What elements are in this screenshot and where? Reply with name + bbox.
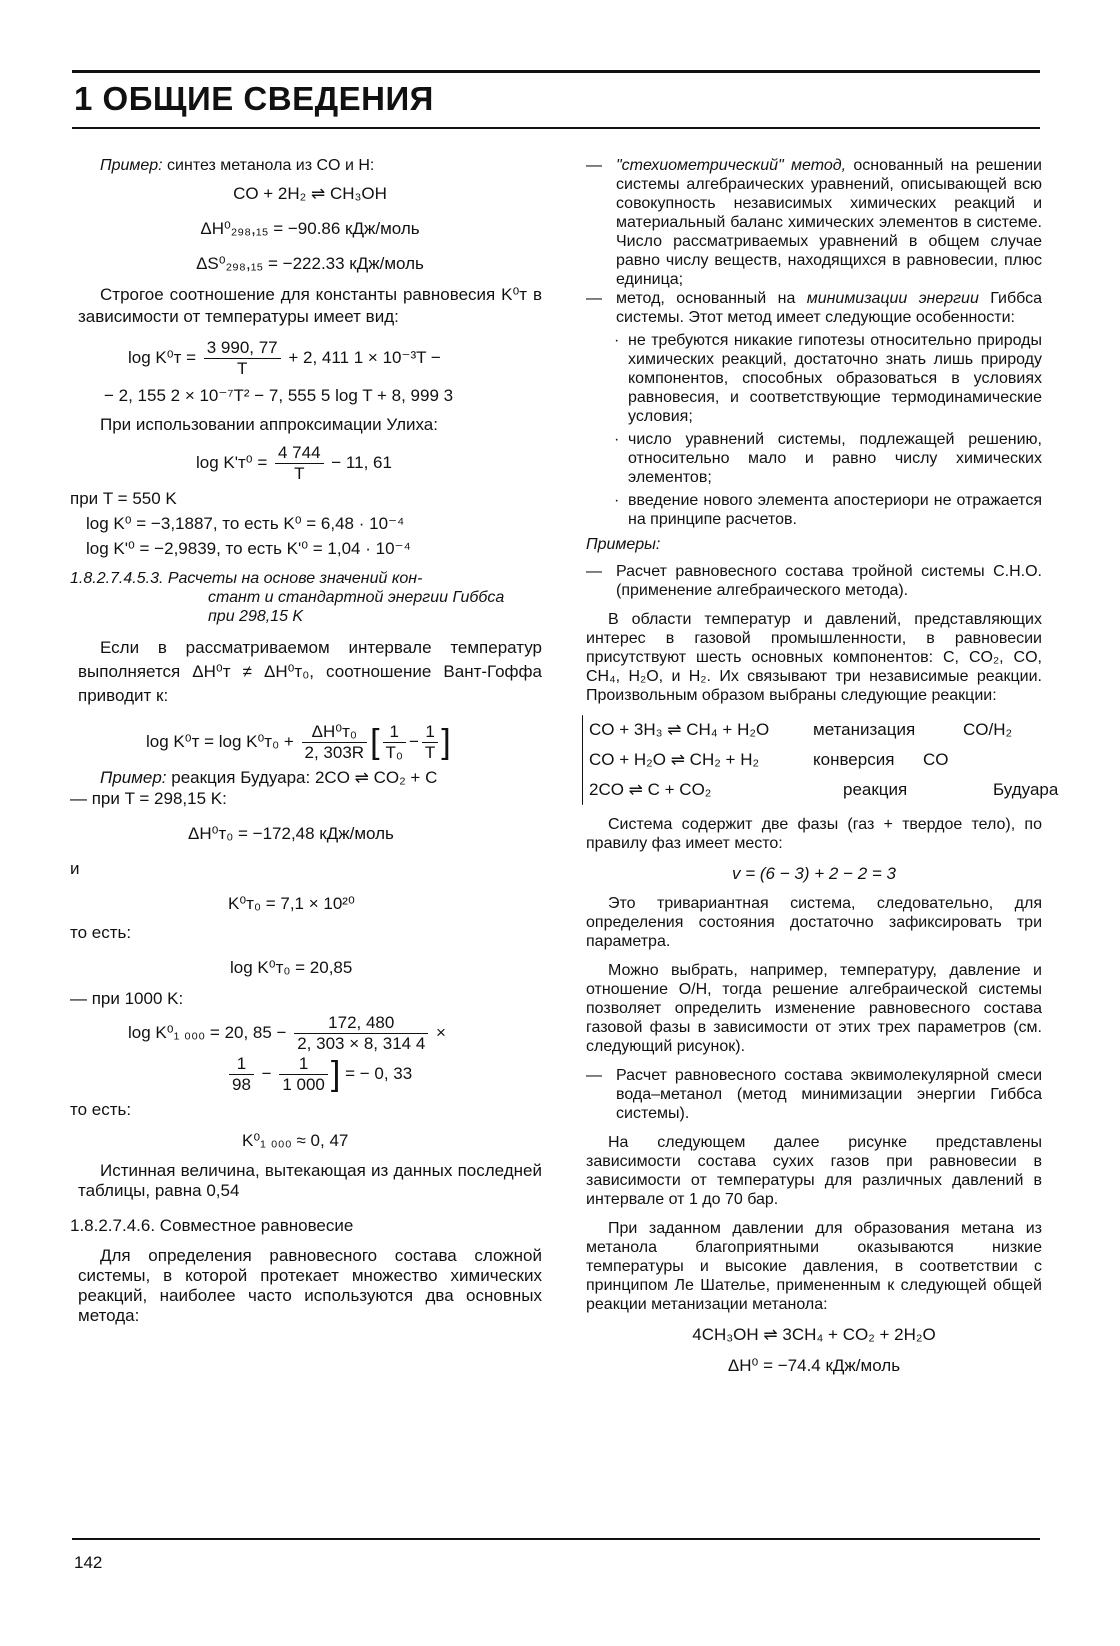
fraction: $\frac{1}{T}$ xyxy=(422,722,438,763)
fraction: $\frac{1}{\text{T₀}}$ xyxy=(383,722,406,763)
calc-line2: $\frac{1}{98}$ − $\frac{1}{1 000}$ ] = − 0, 33 xyxy=(78,1054,542,1095)
list-item: · введение нового элемента апостериори не отражается на принципе расчетов. xyxy=(614,492,1042,528)
reaction-row: 2CO ⇌ C + CO₂ реакция Будуара xyxy=(589,780,1059,799)
reaction-system xyxy=(582,715,1059,805)
right-column xyxy=(586,156,1059,1376)
calc-line1: log K⁰₁ ₀₀₀ = 20, 85 − $\frac{172, 480}{2, 303 \times 8, 314 4}$ × xyxy=(128,1013,446,1053)
condition-298: — при T = 298,15 K: xyxy=(70,789,227,808)
section-heading-1: 1.8.2.7.4.5.3. Расчеты на основе значений кон- стант и стандартной энергии Гиббса при 298,15 K xyxy=(70,570,505,625)
logk-value: log K⁰ = −3,1887, то есть K⁰ = 6,48 · 10⁻⁴ xyxy=(86,514,405,533)
log-constant-boudouard: log K⁰ᴛ₀ = 20,85 xyxy=(230,958,353,977)
chapter-title: 1 ОБЩИЕ СВЕДЕНИЯ xyxy=(74,80,434,117)
joint-equilibrium-text: Для определения равновесного состава сложной системы, в которой протекает множество химических реакций, наиболее часто используются два основных метода: xyxy=(78,1246,542,1325)
title-rule xyxy=(72,127,1040,129)
constant-boudouard: K⁰ᴛ₀ = 7,1 × 10²⁰ xyxy=(228,894,355,913)
constant-1000: K⁰₁ ₀₀₀ ≈ 0, 47 xyxy=(242,1131,349,1150)
ulich-text: При использовании аппроксимации Улиха: xyxy=(100,415,438,434)
page-number: 142 xyxy=(74,1553,103,1572)
fraction: $\frac{172, 480}{2, 303 \times 8, 314 4}$ xyxy=(294,1013,428,1054)
phases-text: Система содержит две фазы (газ + твердое тело), по правилу фаз имеет место: xyxy=(586,816,1042,852)
vanthoff-text: Если в рассматриваемом интервале температур выполняется ΔH⁰ᴛ ≠ ΔH⁰ᴛ₀, соотношение Вант-Гоффа приводит к: xyxy=(78,638,542,705)
method-stoichiometric: — "стехиометрический" метод, основанный на решении системы алгебраических уравнений, описывающей всю совокупность независимых химических реакций и материальный баланс химических элементов в системе. Число рассматриваемых уравнений в общем случае равно числу веществ, находящихся в равновесии, плюс единица; xyxy=(586,157,1042,288)
reaction-row: CO + H₂O ⇌ CH₂ + H₂ конверсия CO xyxy=(589,750,949,769)
choose-params-text: Можно выбрать, например, температуру, давление и отношение O/H, тогда решение алгебраической системы позволяет определить изменение равновесного состава газовой фазы в зависимости от этих трех параметров (см. следующий рисунок). xyxy=(586,962,1042,1055)
condition-550: при T = 550 K xyxy=(70,489,177,508)
and-word: и xyxy=(70,859,80,878)
method-gibbs: — метод, основанный на минимизации энергии Гиббса системы. Этот метод имеет следующие особенности: xyxy=(586,290,1043,326)
formula-logk: log K⁰ᴛ = $\frac{3 990, 77}{T}$ + 2, 411 1 × 10⁻³T − xyxy=(128,338,441,378)
true-value-text: Истинная величина, вытекающая из данных последней таблицы, равна 0,54 xyxy=(78,1161,542,1200)
reaction-row: CO + 3H₃ ⇌ CH₄ + H₂O метанизация CO/H₂ xyxy=(589,720,1013,739)
list-item: · число уравнений системы, подлежащей решению, относительно мало и равно числу химических элементов; xyxy=(614,431,1042,486)
example-ternary: — Расчет равновесного состава тройной системы C.H.O. (применение алгебраического метода). xyxy=(586,563,1042,599)
formula-vanthoff: log K⁰ᴛ = log K⁰ᴛ₀ + $\frac{\text{ΔH⁰ᴛ₀}}{2, 303R}$ [ $\frac{1}{\text{T₀}}$ − $\frac{1}{T}$ ] xyxy=(146,722,451,762)
trivariant-text: Это тривариантная система, следовательно, для определения состояния достаточно зафиксировать три параметра. xyxy=(586,895,1042,950)
entropy-methanol: ΔS⁰₂₉₈,₁₅ = −222.33 кДж/моль xyxy=(196,254,424,273)
enthalpy-methanation: ΔH⁰ = −74.4 кДж/моль xyxy=(727,1356,901,1375)
top-rule xyxy=(72,70,1040,73)
left-column xyxy=(70,156,542,1326)
footer-rule xyxy=(72,1538,1040,1540)
list-item: · не требуются никакие гипотезы относительно природы химических реакций, достаточно знать лишь природу компонентов, способных образоваться в условиях равновесия, и соответствующие термодинамические условия; xyxy=(614,332,1042,425)
equation-methanation: 4CH₃OH ⇌ 3CH₄ + CO₂ + 2H₂O xyxy=(692,1325,936,1344)
logk-prime-value: log K'⁰ = −2,9839, то есть K'⁰ = 1,04 · 10⁻⁴ xyxy=(86,539,411,558)
equation-methanol: CO + 2H₂ ⇌ CH₃OH xyxy=(233,184,387,203)
fraction: $\frac{3 990, 77}{T}$ xyxy=(204,338,281,379)
that-is-2: то есть: xyxy=(70,1100,132,1119)
formula-logk-line2: − 2, 155 2 × 10⁻⁷T² − 7, 555 5 log T + 8, 999 3 xyxy=(104,386,454,405)
formula-ulich: log K'ᴛ⁰ = $\frac{4 744}{T}$ − 11, 61 xyxy=(196,443,392,483)
example-methanol: Пример: синтез метанола из CO и H: xyxy=(100,157,375,174)
that-is-1: то есть: xyxy=(70,923,132,942)
enthalpy-boudouard: ΔH⁰ᴛ₀ = −172,48 кДж/моль xyxy=(188,824,394,843)
fraction: $\frac{4 744}{T}$ xyxy=(275,443,324,484)
temperature-range-text: В области температур и давлений, представляющих интерес в газовой промышленности, в равновесии присутствуют шесть основных компонентов: C, CO₂, CO, CH₄, H₂O, и H₂. Их связывают три независимые реакции. Произвольным образом выбраны следующие реакции: xyxy=(586,611,1042,704)
condition-1000: — при 1000 K: xyxy=(70,989,184,1008)
fraction: $\frac{\text{ΔH⁰ᴛ₀}}{2, 303R}$ xyxy=(302,722,368,763)
example-water-methanol: — Расчет равновесного состава эквимолекулярной смеси вода–метанол (метод минимизации энергии Гиббса системы). xyxy=(586,1067,1042,1122)
fraction: $\frac{1}{1 000}$ xyxy=(279,1054,328,1095)
fraction: $\frac{1}{98}$ xyxy=(229,1054,254,1095)
example-boudouard: Пример: реакция Будуара: 2CO ⇌ CO₂ + C xyxy=(100,768,438,787)
section-heading-2: 1.8.2.7.4.6. Совместное равновесие xyxy=(70,1216,354,1235)
brace xyxy=(582,715,583,805)
le-chatelier-text: При заданном давлении для образования метана из метанола благоприятными оказываются низкие температуры и высокие давления, в соответствии с принципом Ле Шателье, примененным к следующей общей реакции метанизации метанола: xyxy=(586,1220,1042,1313)
figure-reference-text: На следующем далее рисунке представлены зависимости состава сухих газов при равновесии в зависимости от температуры для различных давлений в интервале от 1 до 70 бар. xyxy=(586,1134,1042,1208)
strict-relation-text: Строгое соотношение для константы равновесия K⁰ᴛ в зависимости от температуры имеет вид: xyxy=(78,285,542,326)
enthalpy-methanol: ΔH⁰₂₉₈,₁₅ = −90.86 кДж/моль xyxy=(200,219,420,238)
examples-label: Примеры: xyxy=(586,536,661,553)
phase-rule: v = (6 − 3) + 2 − 2 = 3 xyxy=(732,864,896,883)
